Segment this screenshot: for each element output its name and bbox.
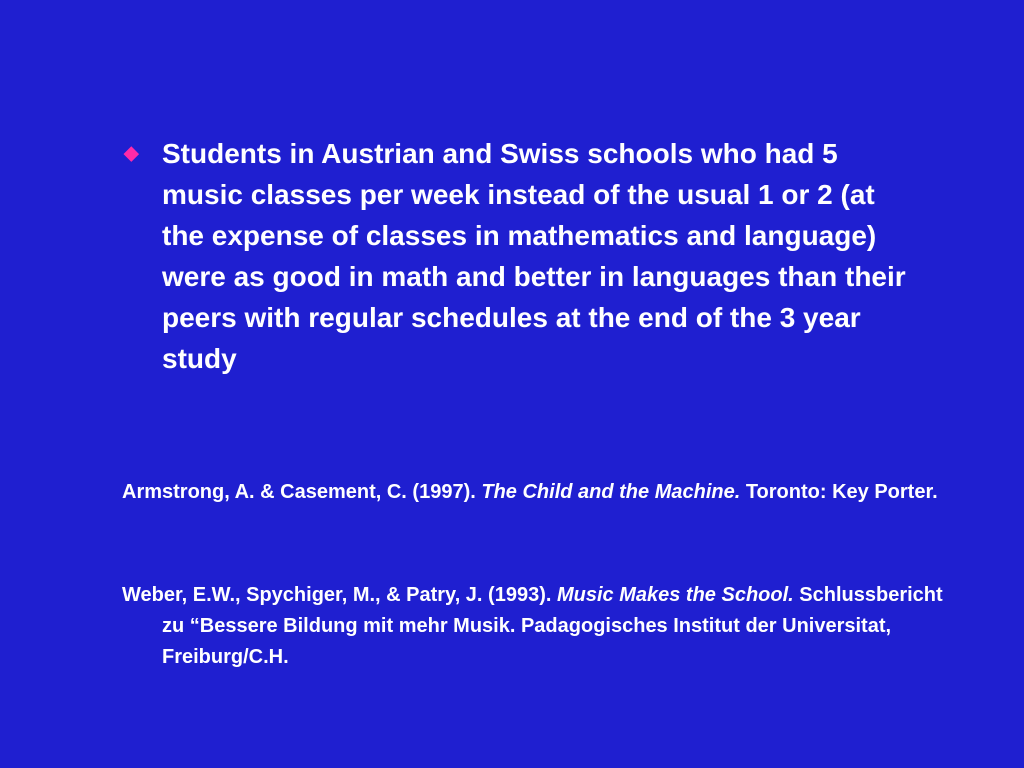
bullet-text: Students in Austrian and Swiss schools who had 5 music classes per week instead of the usual 1 or 2 (at the expense of classes in mathematics and language) were as good in math and better in languages than their peers with regular schedules at the end of the 3 year study [162, 138, 906, 374]
reference-rest: Toronto: Key Porter. [740, 481, 938, 503]
reference-title: The Child and the Machine. [481, 481, 741, 503]
reference-lead: Armstrong, A. & Casement, C. (1997). [122, 481, 482, 503]
reference-armstrong [122, 477, 962, 508]
diamond-bullet-icon: ◆ [124, 143, 139, 164]
reference-title: Music Makes the School. [556, 584, 794, 606]
reference-lead: Weber, E.W., Spychiger, M., & Patry, J. (1993). [122, 584, 557, 606]
bullet-point [122, 133, 912, 379]
reference-weber [122, 580, 962, 673]
bullet-row [122, 133, 912, 379]
reference-rest: Schlussbericht zu “Bessere Bildung mit mehr Musik. Padagogisches Institut der Universitat, Freiburg/C.H. [162, 584, 943, 668]
